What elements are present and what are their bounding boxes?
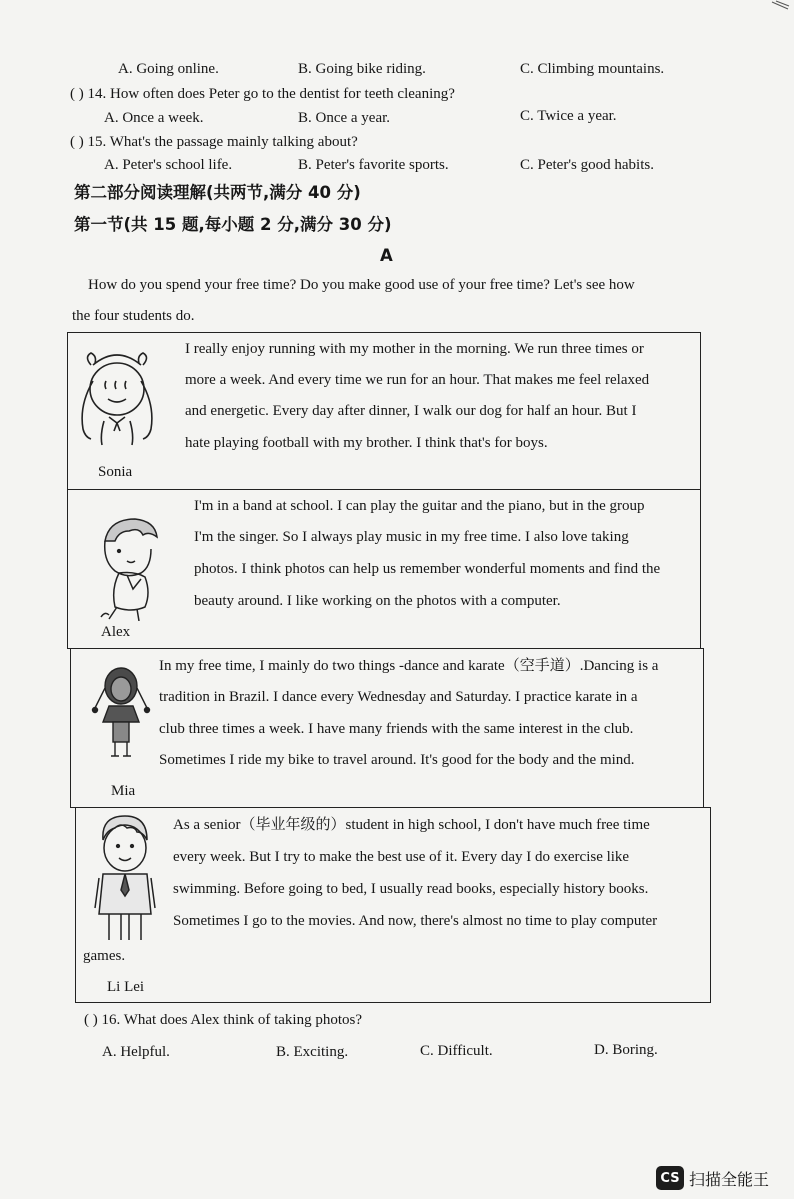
alex-line-1: I'm in a band at school. I can play the guitar and the piano, but in the group [194, 498, 645, 514]
q13-option-b: B. Going bike riding. [298, 61, 426, 77]
q13-option-a: A. Going online. [118, 61, 219, 77]
q14-option-a: A. Once a week. [104, 110, 204, 126]
q16-stem: ( ) 16. What does Alex think of taking photos? [84, 1012, 363, 1028]
q15-option-b: B. Peter's favorite sports. [298, 157, 449, 173]
sonia-line-1: I really enjoy running with my mother in the morning. We run three times or [185, 341, 644, 357]
q14-option-c: C. Twice a year. [520, 108, 617, 124]
sonia-line-4: hate playing football with my brother. I think that's for boys. [185, 435, 548, 451]
sonia-line-2: more a week. And every time we run for an hour. That makes me feel relaxed [185, 372, 650, 388]
q16-option-b: B. Exciting. [276, 1044, 349, 1060]
alex-line-3: photos. I think photos can help us remember wonderful moments and find the [194, 561, 661, 577]
watermark-text: 扫描全能王 [689, 1169, 770, 1189]
alex-line-4: beauty around. I like working on the photos with a computer. [194, 593, 561, 609]
intro-line-1: How do you spend your free time? Do you make good use of your free time? Let's see how [88, 277, 635, 293]
student-name-mia: Mia [111, 783, 136, 799]
student-card-li-lei [75, 807, 711, 1003]
scanner-watermark [656, 1166, 769, 1190]
mia-line-1: In my free time, I mainly do two things -dance and karate（空手道）.Dancing is a [159, 658, 659, 674]
girl-sonia-icon [71, 341, 163, 449]
q14-option-b: B. Once a year. [298, 110, 391, 126]
q13-option-c: C. Climbing mountains. [520, 61, 665, 77]
q15-option-c: C. Peter's good habits. [520, 157, 654, 173]
q15-option-a: A. Peter's school life. [104, 157, 233, 173]
q16-option-c: C. Difficult. [420, 1043, 493, 1059]
boy-alex-icon [93, 515, 173, 621]
student-card-alex [67, 489, 701, 649]
sonia-line-3: and energetic. Every day after dinner, I walk our dog for half an hour. But I [185, 403, 637, 419]
intro-line-2: the four students do. [72, 308, 195, 324]
corner-mark-icon [770, 0, 790, 12]
li-lei-line-3: swimming. Before going to bed, I usually read books, especially history books. [173, 881, 649, 897]
alex-line-2: I'm the singer. So I always play music in my free time. I also love taking [194, 529, 629, 545]
student-card-sonia [67, 332, 701, 490]
mia-line-3: club three times a week. I have many friends with the same interest in the club. [159, 721, 634, 737]
student-name-alex: Alex [101, 624, 131, 640]
li-lei-line-5: games. [83, 948, 126, 964]
girl-mia-icon [91, 664, 151, 764]
camscanner-logo-icon: CS [656, 1166, 684, 1190]
mia-line-4: Sometimes I ride my bike to travel around. It's good for the body and the mind. [159, 752, 635, 768]
student-card-mia [70, 648, 704, 808]
li-lei-line-1: As a senior（毕业年级的）student in high school, I don't have much free time [173, 817, 650, 833]
student-name-sonia: Sonia [98, 464, 133, 480]
q14-stem: ( ) 14. How often does Peter go to the dentist for teeth cleaning? [70, 86, 455, 102]
q15-stem: ( ) 15. What's the passage mainly talking about? [70, 134, 358, 150]
section-heading: 第一节(共 15 题,每小题 2 分,满分 30 分) [74, 215, 392, 234]
li-lei-line-2: every week. But I try to make the best use of it. Every day I do exercise like [173, 849, 630, 865]
mia-line-2: tradition in Brazil. I dance every Wednesday and Saturday. I practice karate in a [159, 689, 638, 705]
q16-option-a: A. Helpful. [102, 1044, 170, 1060]
student-name-li-lei: Li Lei [107, 979, 145, 995]
boy-li-lei-icon [91, 814, 159, 946]
passage-letter: A [380, 246, 393, 265]
q16-option-d: D. Boring. [594, 1042, 658, 1058]
li-lei-line-4: Sometimes I go to the movies. And now, there's almost no time to play computer [173, 913, 658, 929]
part-heading: 第二部分阅读理解(共两节,满分 40 分) [74, 183, 361, 202]
